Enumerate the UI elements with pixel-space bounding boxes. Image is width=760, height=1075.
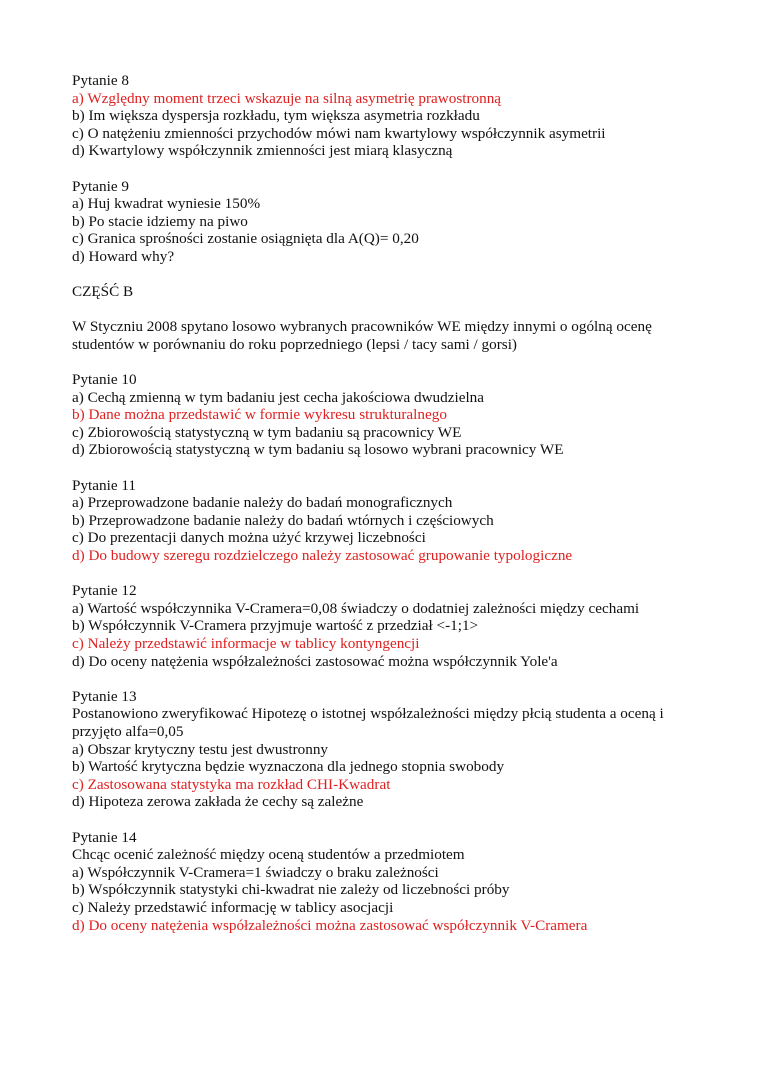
answer-c-correct: c) Należy przedstawić informacje w tablicy kontyngencji bbox=[72, 635, 420, 652]
section-heading: CZĘŚĆ B bbox=[72, 283, 134, 301]
intro-line: W Styczniu 2008 spytano losowo wybranych pracowników WE między innymi o ogólną ocenę bbox=[72, 318, 652, 336]
question-14 bbox=[72, 829, 692, 935]
answer-b-correct: b) Dane można przedstawić w formie wykresu strukturalnego bbox=[72, 406, 447, 424]
answer-c: c) Do prezentacji danych można użyć krzywej liczebności bbox=[72, 529, 426, 547]
question-title: Pytanie 10 bbox=[72, 371, 137, 389]
question-title: Pytanie 14 bbox=[72, 828, 137, 846]
answer-c: c) Należy przedstawić informację w tablicy asocjacji bbox=[72, 898, 394, 916]
question-12 bbox=[72, 582, 692, 670]
question-title: Pytanie 12 bbox=[72, 582, 137, 600]
question-stem: Chcąc ocenić zależność między oceną studentów a przedmiotem bbox=[72, 846, 465, 864]
answer-a: a) Współczynnik V-Cramera=1 świadczy o braku zależności bbox=[72, 863, 439, 881]
answer-c: c) O natężeniu zmienności przychodów mówi nam kwartylowy współczynnik asymetrii bbox=[72, 124, 606, 142]
spacer bbox=[72, 266, 692, 284]
answer-b: b) Współczynnik statystyki chi-kwadrat nie zależy od liczebności próby bbox=[72, 881, 510, 899]
answer-c: c) Granica sprośności zostanie osiągnięta dla A(Q)= 0,20 bbox=[72, 230, 419, 248]
answer-b: b) Przeprowadzone badanie należy do badań wtórnych i częściowych bbox=[72, 511, 494, 529]
spacer bbox=[72, 301, 692, 319]
question-13 bbox=[72, 688, 692, 811]
answer-a: a) Huj kwadrat wyniesie 150% bbox=[72, 195, 261, 213]
question-title: Pytanie 8 bbox=[72, 72, 129, 89]
answer-d: d) Do oceny natężenia współzależności zastosować można współczynnik Yole'a bbox=[72, 652, 558, 670]
answer-c-correct: c) Zastosowana statystyka ma rozkład CHI-Kwadrat bbox=[72, 775, 391, 793]
answer-b: b) Po stacie idziemy na piwo bbox=[72, 212, 248, 230]
answer-d-correct: d) Do budowy szeregu rozdzielczego należy zastosować grupowanie typologiczne bbox=[72, 547, 573, 565]
answer-a: a) Cechą zmienną w tym badaniu jest cecha jakościowa dwudzielna bbox=[72, 388, 485, 406]
question-10 bbox=[72, 371, 692, 459]
spacer bbox=[72, 565, 692, 583]
question-title: Pytanie 13 bbox=[72, 687, 137, 705]
answer-b: b) Współczynnik V-Cramera przyjmuje wartość z przedział <-1;1> bbox=[72, 617, 479, 635]
answer-d: d) Hipoteza zerowa zakłada że cechy są zależne bbox=[72, 793, 364, 811]
spacer bbox=[72, 354, 692, 372]
spacer bbox=[72, 160, 692, 178]
question-title: Pytanie 9 bbox=[72, 177, 129, 195]
document-body bbox=[72, 72, 692, 934]
spacer bbox=[72, 811, 692, 829]
answer-d: d) Kwartylowy współczynnik zmienności jest miarą klasyczną bbox=[72, 142, 453, 160]
answer-b: b) Im większa dyspersja rozkładu, tym większa asymetria rozkładu bbox=[72, 107, 480, 125]
answer-c: c) Zbiorowością statystyczną w tym badaniu są pracownicy WE bbox=[72, 423, 462, 441]
question-9 bbox=[72, 178, 692, 266]
answer-a: a) Przeprowadzone badanie należy do badań monograficznych bbox=[72, 494, 453, 512]
question-stem: Postanowiono zweryfikować Hipotezę o istotnej współzależności między płcią studenta a oceną i bbox=[72, 705, 664, 723]
spacer bbox=[72, 459, 692, 477]
answer-a: a) Wartość współczynnika V-Cramera=0,08 świadczy o dodatniej zależności między cechami bbox=[72, 599, 640, 617]
answer-b: b) Wartość krytyczna będzie wyznaczona dla jednego stopnia swobody bbox=[72, 758, 505, 776]
spacer bbox=[72, 670, 692, 688]
answer-d-correct: d) Do oceny natężenia współzależności można zastosować współczynnik V-Cramera bbox=[72, 916, 588, 934]
section-intro bbox=[72, 318, 692, 353]
answer-d: d) Zbiorowością statystyczną w tym badaniu są losowo wybrani pracownicy WE bbox=[72, 441, 564, 459]
question-8 bbox=[72, 72, 692, 160]
intro-line: studentów w porównaniu do roku poprzedniego (lepsi / tacy sami / gorsi) bbox=[72, 335, 517, 353]
answer-d: d) Howard why? bbox=[72, 247, 175, 265]
question-title: Pytanie 11 bbox=[72, 476, 136, 494]
answer-a: a) Obszar krytyczny testu jest dwustronny bbox=[72, 740, 329, 758]
answer-a-correct: a) Względny moment trzeci wskazuje na silną asymetrię prawostronną bbox=[72, 89, 502, 107]
question-11 bbox=[72, 477, 692, 565]
question-stem: przyjęto alfa=0,05 bbox=[72, 722, 184, 740]
